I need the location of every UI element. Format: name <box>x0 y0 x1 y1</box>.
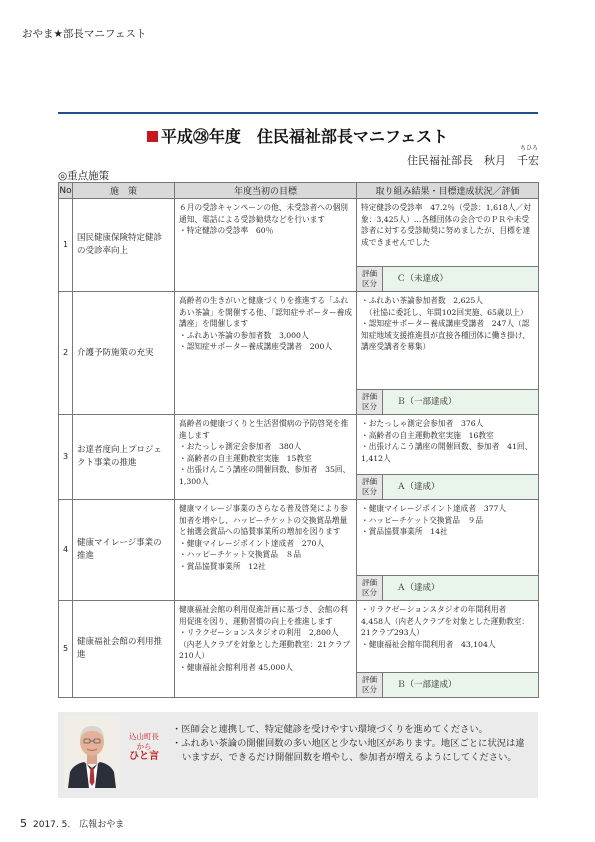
row-policy: 国民健康保険特定健診の受診率向上 <box>73 199 175 292</box>
footer <box>20 817 124 830</box>
author-line: 住民福祉部長 秋月 千宏 <box>407 154 539 167</box>
title-square-icon <box>147 131 158 142</box>
row-goal <box>175 601 357 698</box>
header-goal: 年度当初の目標 <box>175 183 357 199</box>
row-goal-text: 健康マイレージ事業のさらなる普及啓発により参加者を増やし、ハッピーチケットの交換賞品増量と抽選会賞品への協賛事業所の増加を図ります ・健康マイレージポイント達成者 270人 ・ハッピーチケット交換賞品 ８品 ・賞品協賛事業所 12社 <box>179 504 348 571</box>
page-title <box>0 124 595 147</box>
table-row <box>59 292 539 415</box>
table-row <box>59 601 539 698</box>
from-label-line1: 込山町長 <box>129 732 159 741</box>
row-result-cell <box>357 415 539 500</box>
row-evaluation <box>357 575 538 600</box>
table-header-row <box>59 183 539 199</box>
row-evaluation <box>357 672 538 697</box>
row-evaluation <box>357 389 538 414</box>
header-rule <box>58 112 538 114</box>
header-label: おやま★部長マニフェスト <box>22 28 147 40</box>
comment-from-label <box>124 732 164 762</box>
row-policy: 健康福祉会館の利用推進 <box>73 601 175 698</box>
table-row <box>59 415 539 500</box>
row-goal <box>175 500 357 601</box>
row-number: 5 <box>59 601 73 698</box>
evaluation-label: 評価 区分 <box>357 267 383 291</box>
row-goal <box>175 292 357 415</box>
header-no: No <box>59 183 73 199</box>
row-result-text: 特定健診の受診率 47.2％（受診：1,618人／対象：3,425人）…各種団体の会合でのＰＲや未受診者に対する受診勧奨に努めましたが、目標を達成できませんでした <box>361 203 531 247</box>
row-result-text: ・健康マイレージポイント達成者 377人 ・ハッピーチケット交換賞品 ９品 ・賞品協賛事業所 14社 <box>361 504 507 537</box>
evaluation-label: 評価 区分 <box>357 673 383 697</box>
evaluation-value: Ｂ（一部達成） <box>383 673 538 697</box>
from-label-line3: ひと言 <box>129 751 159 762</box>
mayor-portrait <box>64 716 120 788</box>
section-heading: ◎重点施策 <box>58 170 110 182</box>
row-goal-text: 健康福祉会館の利用促進計画に基づき、会館の利用促進を図り、運動習慣の向上を推進します ・リラクゼーションスタジオの利用 2,800人（内老人クラブを対象とした運動教室：21クラブ 210人） ・健康福祉会館利用者 45,000人 <box>179 605 351 672</box>
evaluation-value: Ａ（達成） <box>383 576 538 600</box>
row-goal-text: 高齢者の生きがいと健康づくりを推進する「ふれあい茶論」を開催する他、「認知症サポーター養成講座」を開催します ・ふれあい茶論の参加者数 3,000人 ・認知症サポーター養成講座受講者 200人 <box>179 296 352 352</box>
row-result-cell <box>357 500 539 601</box>
row-goal <box>175 199 357 292</box>
comment-line-2: ・ふれあい茶論の開催回数の多い地区と少ない地区があります。地区ごとに状況は違いますが、できるだけ開催回数を増やし、参加者が増えるようにしてください。 <box>172 738 525 763</box>
evaluation-value: Ａ（達成） <box>383 475 538 499</box>
table-row <box>59 500 539 601</box>
comment-text <box>172 723 532 765</box>
title-text: 平成㉘年度 住民福祉部長マニフェスト <box>160 127 449 146</box>
row-goal <box>175 415 357 500</box>
row-result-cell <box>357 292 539 415</box>
evaluation-value: Ｂ（一部達成） <box>383 390 538 414</box>
row-number: 4 <box>59 500 73 601</box>
row-result-text: ・リラクゼーションスタジオの年間利用者 4,458人（内老人クラブを対象とした運動教室：21クラブ293人） ・健康福祉会館年間利用者 43,104人 <box>361 605 530 649</box>
table-row <box>59 199 539 292</box>
evaluation-label: 評価 区分 <box>357 390 383 414</box>
author-ruby: ちひろ <box>520 145 539 152</box>
row-evaluation <box>357 266 538 291</box>
header-result: 取り組み結果・目標達成状況／評価 <box>357 183 539 199</box>
header-policy: 施 策 <box>73 183 175 199</box>
row-result-cell <box>357 199 539 292</box>
row-number: 1 <box>59 199 73 292</box>
row-goal-text: ６月の受診キャンペーンの他、未受診者への個別通知、電話による受診勧奨などを行います ・特定健診の受診率 60％ <box>179 203 348 236</box>
issue-label: 2017. 5. 広報おやま <box>33 820 125 830</box>
evaluation-label: 評価 区分 <box>357 475 383 499</box>
row-evaluation <box>357 474 538 499</box>
comment-line-1: ・医師会と連携して、特定健診を受けやすい環境づくりを進めてください。 <box>172 724 488 735</box>
row-result-text: ・ふれあい茶論参加者数 2,625人 （社協に委託し、年間102回実施、65歳以上） ・認知症サポーター養成講座受講者 247人（認知症地域支援推進員が直接各種団体に働き掛け、講座受講者を募集） <box>361 296 530 352</box>
evaluation-label: 評価 区分 <box>357 576 383 600</box>
row-policy: 介護予防施策の充実 <box>73 292 175 415</box>
row-policy: お達者度向上プロジェクト事業の推進 <box>73 415 175 500</box>
page-number: 5 <box>20 817 27 830</box>
row-number: 2 <box>59 292 73 415</box>
row-result-cell <box>357 601 539 698</box>
evaluation-value: Ｃ（未達成） <box>383 267 538 291</box>
row-policy: 健康マイレージ事業の推進 <box>73 500 175 601</box>
row-goal-text: 高齢者の健康づくりと生活習慣病の予防啓発を推進します ・おたっしゃ測定会参加者 380人 ・高齢者の自主運動教室実施 15教室 ・出張けんこう講座の開催回数、参加者 35回、1,300人 <box>179 419 351 486</box>
row-result-text: ・おたっしゃ測定会参加者 376人 ・高齢者の自主運動教室実施 16教室 ・出張けんこう講座の開催回数、参加者 41回、1,412人 <box>361 419 533 463</box>
from-label-line2: から <box>136 742 152 751</box>
manifesto-table <box>58 182 539 698</box>
row-number: 3 <box>59 415 73 500</box>
